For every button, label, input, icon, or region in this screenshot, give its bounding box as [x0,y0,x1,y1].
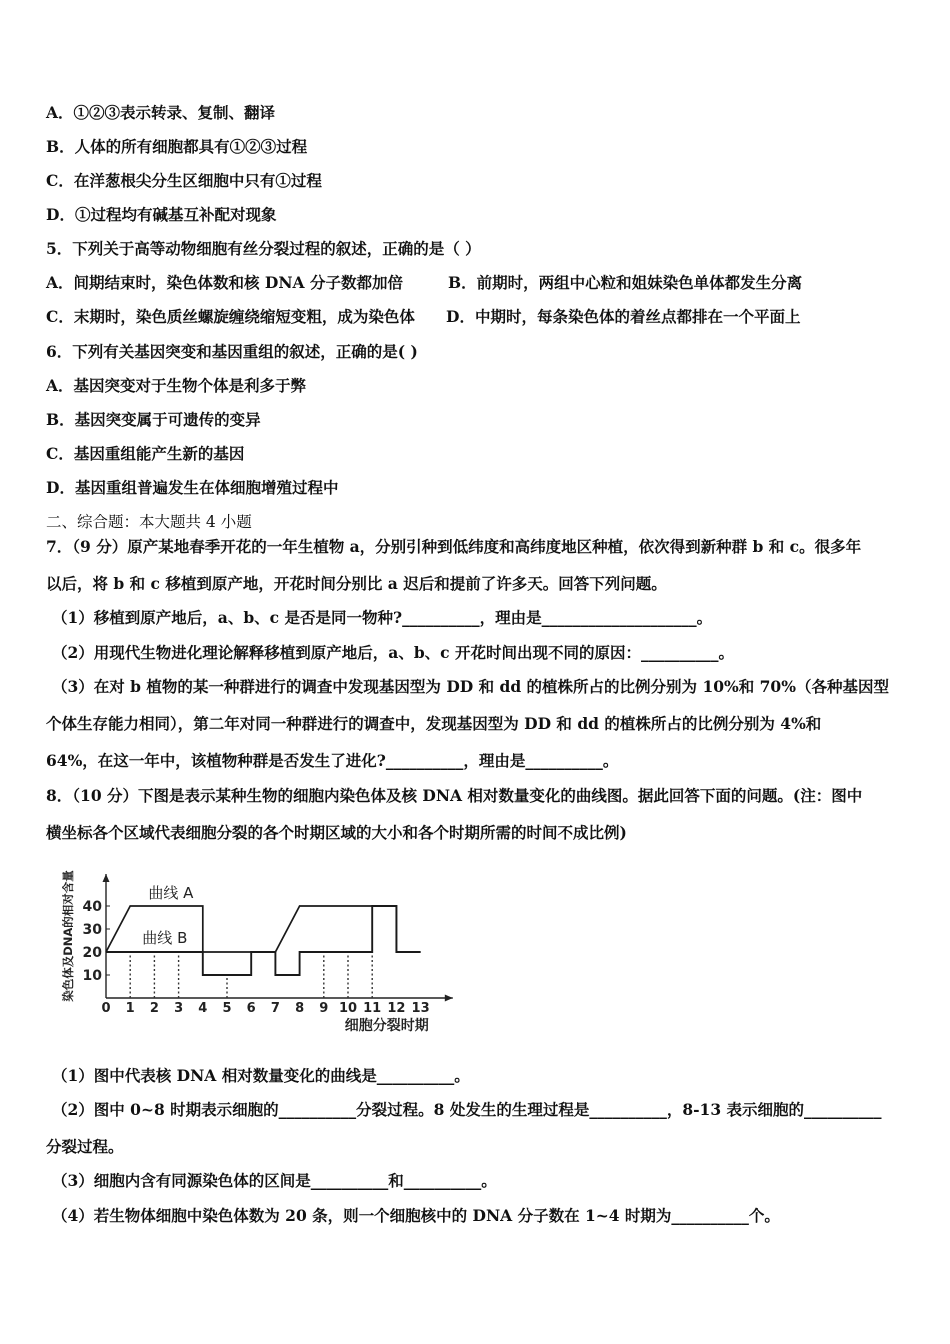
section-heading: 二、综合题：本大题共 4 小题 [46,513,252,531]
y-tick-label: 40 [82,899,102,915]
q8-part2-line1: （2）图中 0~8 时期表示细胞的__________分裂过程。8 处发生的生理过程是__________，8-13 表示细胞的__________ [52,1100,882,1119]
q7-part3-line3: 64%，在这一年中，该植物种群是否发生了进化?__________，理由是__________。 [46,751,619,770]
q8-part1: （1）图中代表核 DNA 相对数量变化的曲线是__________。 [52,1066,470,1085]
q7-stem-line2: 以后，将 b 和 c 移植到原产地，开花时间分别比 a 迟后和提前了许多天。回答下列问题。 [46,574,667,593]
q5-option-b: B．前期时，两组中心粒和姐妹染色单体都发生分离 [448,273,803,292]
x-tick-label: 12 [387,1001,406,1016]
x-tick-label: 3 [174,1001,184,1016]
y-tick-label: 10 [82,968,102,984]
x-tick-label: 7 [270,1001,280,1016]
x-tick-label: 4 [198,1001,208,1016]
q4-option-b: B．人体的所有细胞都具有①②③过程 [46,137,308,156]
q7-part1: （1）移植到原产地后，a、b、c 是否是同一物种?__________，理由是____________________。 [52,608,713,627]
q6-stem: 6．下列有关基因突变和基因重组的叙述，正确的是( ) [46,342,418,361]
q8-part2-line2: 分裂过程。 [46,1137,124,1156]
x-tick-label: 5 [222,1001,232,1016]
q4-option-c: C．在洋葱根尖分生区细胞中只有①过程 [46,171,322,190]
x-axis-arrow [445,995,453,1002]
x-tick-label: 1 [125,1001,135,1016]
x-tick-label: 6 [246,1001,256,1016]
q6-option-b: B．基因突变属于可遗传的变异 [46,410,261,429]
x-tick-label: 13 [411,1001,430,1016]
y-axis-label: 染色体及DNA的相对含量 [61,870,75,1002]
q5-stem: 5．下列关于高等动物细胞有丝分裂过程的叙述，正确的是（ ） [46,239,481,258]
x-tick-label: 9 [319,1001,329,1016]
q4-option-d: D．①过程均有碱基互补配对现象 [46,205,277,224]
q5-option-c: C．末期时，染色质丝螺旋缠绕缩短变粗，成为染色体 [46,307,415,326]
q8-part3: （3）细胞内含有同源染色体的区间是__________和__________。 [52,1171,497,1190]
y-tick-label: 30 [82,922,102,938]
x-axis-label: 细胞分裂时期 [344,1018,429,1034]
q7-part2: （2）用现代生物进化理论解释移植到原产地后，a、b、c 开花时间出现不同的原因：__________。 [52,643,735,662]
q7-stem-line1: 7．（9 分）原产某地春季开花的一年生植物 a，分别引种到低纬度和高纬度地区种植，依次得到新种群 b 和 c。很多年 [46,537,862,556]
x-tick-label: 2 [149,1001,159,1016]
q5-option-d: D．中期时，每条染色体的着丝点都排在一个平面上 [446,307,801,326]
q8-stem-line2: 横坐标各个区域代表细胞分裂的各个时期区域的大小和各个时期所需的时间不成比例) [46,823,627,842]
q6-option-d: D．基因重组普遍发生在体细胞增殖过程中 [46,478,339,497]
q4-option-a: A．①②③表示转录、复制、翻译 [46,103,276,122]
q8-stem-line1: 8．（10 分）下图是表示某种生物的细胞内染色体及核 DNA 相对数量变化的曲线图。据此回答下面的问题。(注：图中 [46,786,863,805]
x-tick-label: 0 [101,1001,111,1016]
q5-option-a: A．间期结束时，染色体数和核 DNA 分子数都加倍 [46,273,403,292]
q6-option-a: A．基因突变对于生物个体是利多于弊 [46,376,307,395]
curve-b-label: 曲线 B [142,928,188,947]
x-tick-label: 10 [338,1001,358,1016]
q7-part3-line2: 个体生存能力相同），第二年对同一种群进行的调查中，发现基因型为 DD 和 dd 的植株所占的比例分别为 4%和 [46,714,822,733]
q7-part3-line1: （3）在对 b 植物的某一种群进行的调查中发现基因型为 DD 和 dd 的植株所占的比例分别为 10%和 70%（各种基因型 [52,677,889,696]
x-tick-label: 11 [363,1001,382,1016]
q8-part4: （4）若生物体细胞中染色体数为 20 条，则一个细胞核中的 DNA 分子数在 1~4 时期为__________个。 [52,1206,780,1225]
y-axis-arrow [103,874,110,882]
chart-svg [56,866,476,1036]
x-tick-label: 8 [295,1001,305,1016]
y-tick-label: 20 [82,945,102,961]
q6-option-c: C．基因重组能产生新的基因 [46,444,245,463]
curve-a-label: 曲线 A [148,883,194,902]
dna-chromosome-chart [56,866,476,1040]
